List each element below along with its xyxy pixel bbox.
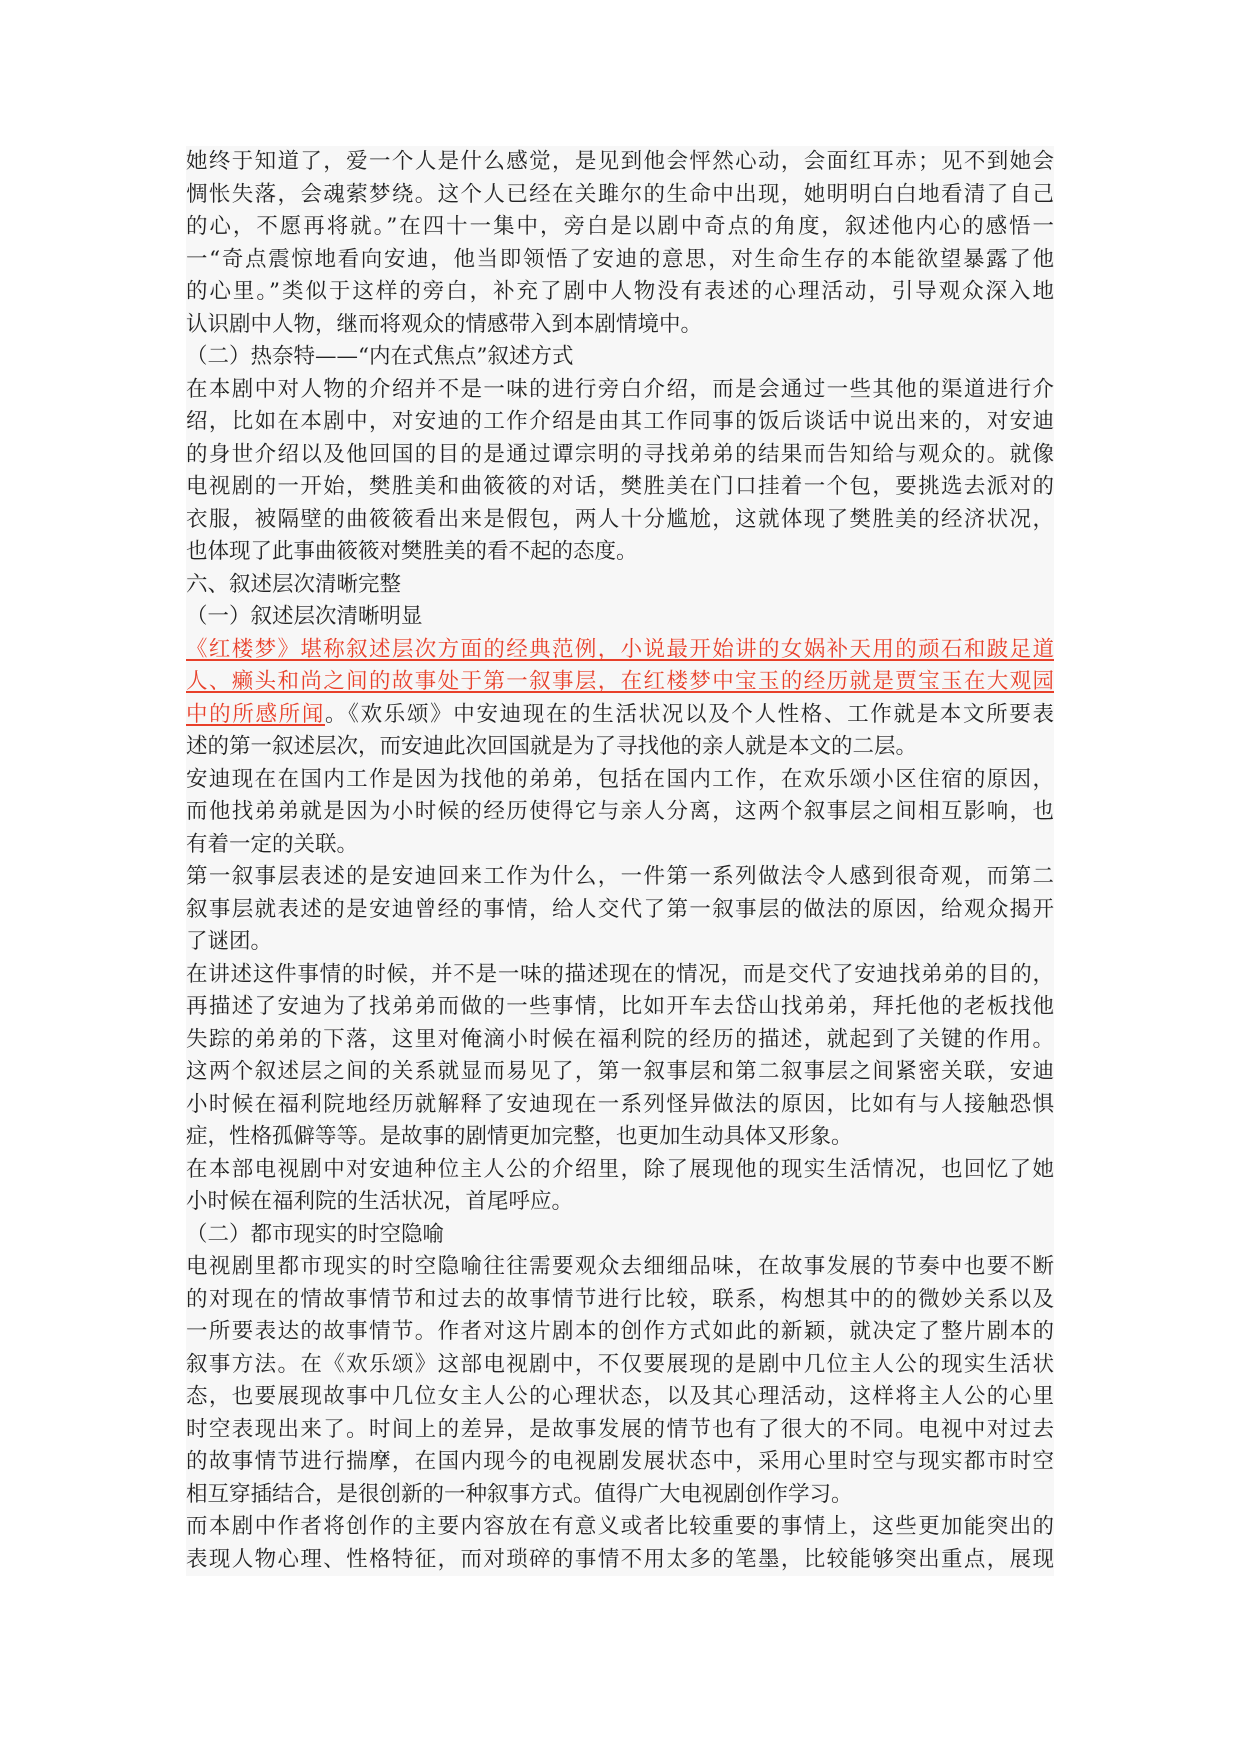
line-text: 再描述了安迪为了找弟弟而做的一些事情，比如开车去岱山找弟弟，拜托他的老板找他 [186,994,1054,1019]
line-text: 这两个叙述层之间的关系就显而易见了，第一叙事层和第二叙事层之间紧密关联，安迪 [186,1059,1054,1084]
text-line [186,894,1054,927]
line-text: （二）热奈特——“内在式焦点”叙述方式 [186,344,574,369]
line-text: 而本剧中作者将创作的主要内容放在有意义或者比较重要的事情上，这些更加能突出的 [186,1514,1054,1539]
line-text: 绍，比如在本剧中，对安迪的工作介绍是由其工作同事的饭后谈话中说出来的，对安迪 [186,409,1054,434]
text-line [186,1154,1054,1187]
highlighted-text: 中的所感所闻 [186,701,326,727]
text-line [186,439,1054,472]
text-line [186,764,1054,797]
text-line [186,1056,1054,1089]
text-line [186,179,1054,212]
text-line [186,699,1054,732]
text-line [186,406,1054,439]
line-text: 安迪现在在国内工作是因为找他的弟弟，包括在国内工作，在欢乐颂小区住宿的原因， [186,766,1054,792]
text-line [186,829,1054,862]
text-line [186,1414,1054,1447]
text-line [186,666,1054,699]
line-text: 。《欢乐颂》中安迪现在的生活状况以及个人性格、工作就是本文所要表 [325,701,1054,727]
text-line [186,861,1054,894]
line-text: （一）叙述层次清晰明显 [186,604,423,629]
text-line [186,1381,1054,1414]
text-line [186,959,1054,992]
text-line [186,244,1054,277]
line-text: 态，也要展现故事中几位女主人公的心理状态，以及其心理活动，这样将主人公的心里 [186,1384,1054,1409]
text-line [186,991,1054,1024]
line-text: 认识剧中人物，继而将观众的情感带入到本剧情境中。 [186,311,703,337]
line-text: 她终于知道了，爱一个人是什么感觉，是见到他会怦然心动，会面红耳赤；见不到她会 [186,149,1054,174]
text-line [186,504,1054,537]
line-text: 的心里。”类似于这样的旁白，补充了剧中人物没有表述的心理活动，引导观众深入地 [186,279,1054,304]
text-line [186,1024,1054,1057]
line-text: 一所要表达的故事情节。作者对这片剧本的创作方式如此的新颖，就决定了整片剧本的 [186,1319,1054,1344]
text-line [186,731,1054,764]
text-line [186,211,1054,244]
line-text: 叙事层就表述的是安迪曾经的事情，给人交代了第一叙事层的做法的原因，给观众揭开 [186,896,1054,922]
text-line [186,1479,1054,1512]
line-text: 述的第一叙述层次，而安迪此次回国就是为了寻找他的亲人就是本文的二层。 [186,734,918,759]
text-line [186,146,1054,179]
highlighted-text: 《红楼梦》堪称叙述层次方面的经典范例，小说最开始讲的女娲补天用的顽石和跛足道 [186,636,1054,662]
line-text: 六、叙述层次清晰完整 [186,571,402,597]
line-text: 第一叙事层表述的是安迪回来工作为什么，一件第一系列做法令人感到很奇观，而第二 [186,864,1054,889]
text-line [186,601,1054,634]
line-text: 一“奇点震惊地看向安迪，他当即领悟了安迪的意思，对生命生存的本能欲望暴露了他 [186,246,1054,272]
line-text: 也体现了此事曲筱筱对樊胜美的看不起的态度。 [186,539,638,564]
highlighted-text: 人、癞头和尚之间的故事处于第一叙事层，在红楼梦中宝玉的经历就是贾宝玉在大观园 [186,669,1054,694]
text-line [186,374,1054,407]
line-text: 电视剧里都市现实的时空隐喻往往需要观众去细细品味，在故事发展的节奏中也要不断 [186,1254,1054,1279]
text-line [186,1544,1054,1577]
line-text: 有着一定的关联。 [186,831,359,857]
line-text: 衣服，被隔壁的曲筱筱看出来是假包，两人十分尴尬，这就体现了樊胜美的经济状况， [186,506,1054,532]
line-text: 惆怅失落，会魂萦梦绕。这个人已经在关雎尔的生命中出现，她明明白白地看清了自己 [186,181,1054,207]
text-line [186,276,1054,309]
text-line [186,634,1054,667]
text-line [186,341,1054,374]
text-line [186,1251,1054,1284]
line-text: 症，性格孤僻等等。是故事的剧情更加完整，也更加生动具体又形象。 [186,1124,853,1149]
text-line [186,569,1054,602]
line-text: 的心，不愿再将就。”在四十一集中，旁白是以剧中奇点的角度，叙述他内心的感悟一 [186,214,1054,239]
text-line [186,1284,1054,1317]
line-text: 叙事方法。在《欢乐颂》这部电视剧中，不仅要展现的是剧中几位主人公的现实生活状 [186,1351,1054,1377]
text-line [186,1219,1054,1252]
document-body [186,146,1054,1576]
text-line [186,1186,1054,1219]
text-line [186,1511,1054,1544]
text-line [186,536,1054,569]
text-line [186,1349,1054,1382]
text-line [186,1446,1054,1479]
line-text: 在本部电视剧中对安迪种位主人公的介绍里，除了展现他的现实生活情况，也回忆了她 [186,1156,1054,1182]
line-text: 小时候在福利院地经历就解释了安迪现在一系列怪异做法的原因，比如有与人接触恐惧 [186,1091,1054,1117]
line-text: 而他找弟弟就是因为小时候的经历使得它与亲人分离，这两个叙事层之间相互影响，也 [186,799,1054,824]
text-line [186,309,1054,342]
line-text: 的对现在的情故事情节和过去的故事情节进行比较，联系，构想其中的的微妙关系以及 [186,1286,1054,1312]
text-line [186,796,1054,829]
line-text: 的身世介绍以及他回国的目的是通过谭宗明的寻找弟弟的结果而告知给与观众的。就像 [186,441,1054,467]
line-text: 小时候在福利院的生活状况，首尾呼应。 [186,1189,574,1214]
line-text: 在本剧中对人物的介绍并不是一味的进行旁白介绍，而是会通过一些其他的渠道进行介 [186,376,1054,402]
line-text: 表现人物心理、性格特征，而对琐碎的事情不用太多的笔墨，比较能够突出重点，展现 [186,1546,1054,1572]
text-line [186,471,1054,504]
line-text: 失踪的弟弟的下落，这里对俺滴小时候在福利院的经历的描述，就起到了关键的作用。 [186,1026,1054,1052]
line-text: 时空表现出来了。时间上的差异，是故事发展的情节也有了很大的不同。电视中对过去 [186,1416,1054,1442]
line-text: （二）都市现实的时空隐喻 [186,1221,445,1247]
line-text: 在讲述这件事情的时候，并不是一味的描述现在的情况，而是交代了安迪找弟弟的目的， [186,961,1054,987]
line-text: 了谜团。 [186,929,273,954]
text-line [186,1316,1054,1349]
text-line [186,1121,1054,1154]
line-text: 的故事情节进行揣摩，在国内现今的电视剧发展状态中，采用心里时空与现实都市时空 [186,1449,1054,1474]
text-line [186,926,1054,959]
text-line [186,1089,1054,1122]
line-text: 电视剧的一开始，樊胜美和曲筱筱的对话，樊胜美在门口挂着一个包，要挑选去派对的 [186,474,1054,499]
line-text: 相互穿插结合，是很创新的一种叙事方式。值得广大电视剧创作学习。 [186,1481,853,1507]
